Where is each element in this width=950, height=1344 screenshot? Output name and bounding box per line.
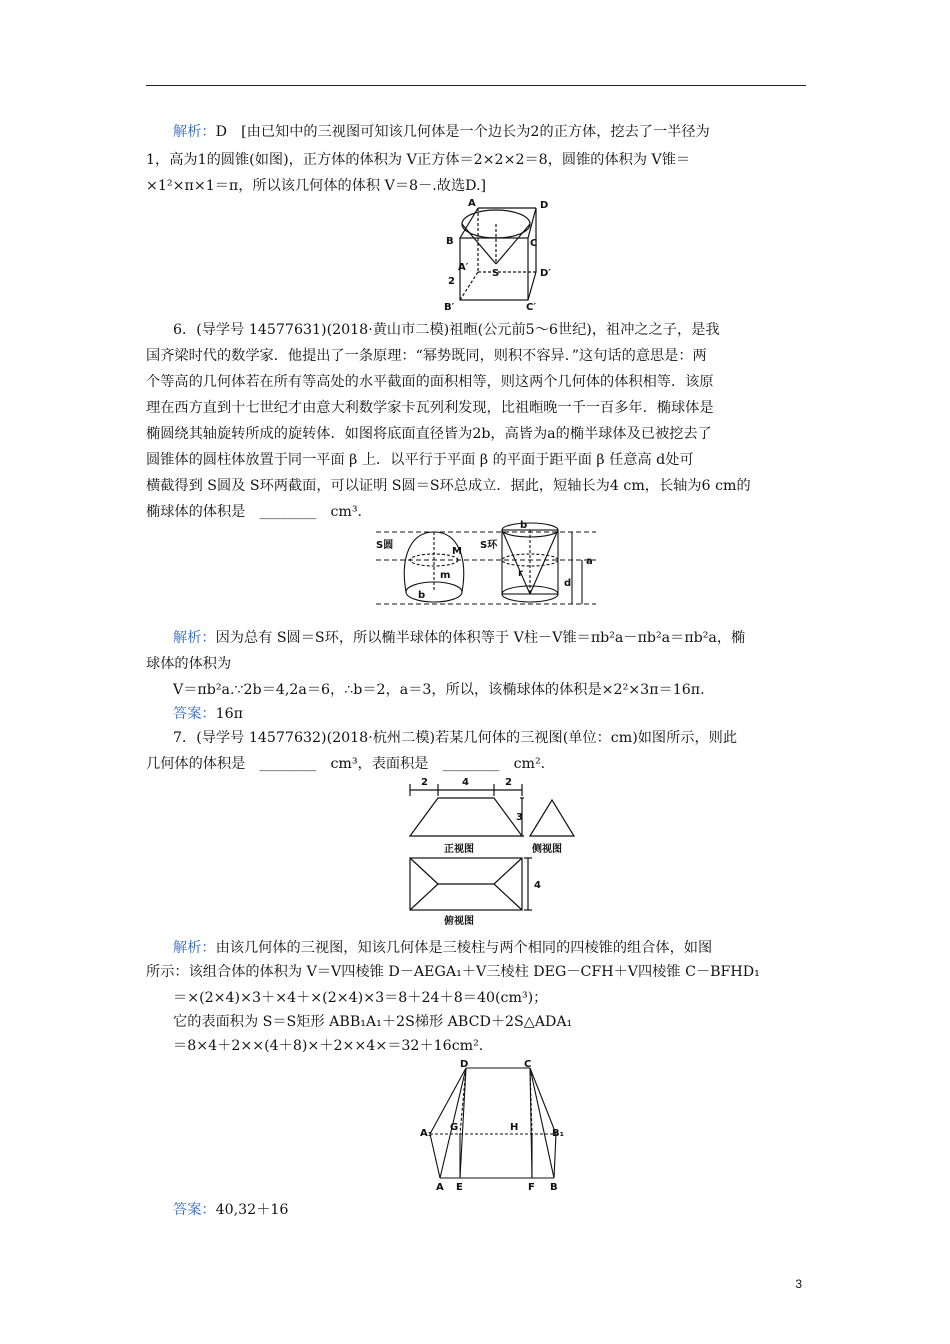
svg-text:b: b <box>418 590 426 601</box>
svg-text:D′: D′ <box>540 268 551 279</box>
q6-line-2: 国齐梁时代的数学家．他提出了一条原理：“幂势既同，则积不容异．”这句话的意思是：两 <box>146 348 707 364</box>
q6-solution-line-3: V＝πb²a.∵2b＝4,2a＝6，∴b＝2，a＝3，所以，该椭球体的体积是×2²×3π＝16π. <box>173 682 705 698</box>
q6-answer: 答案：16π <box>173 706 243 722</box>
q6-line-4: 理在西方直到十七世纪才由意大利数学家卡瓦列利发现，比祖暅晚一千一百多年．椭球体是 <box>146 400 714 416</box>
svg-text:E: E <box>456 1182 463 1192</box>
cube-cone-figure <box>430 196 560 314</box>
svg-text:H: H <box>510 1122 519 1133</box>
svg-text:A′: A′ <box>458 262 469 273</box>
svg-text:B′: B′ <box>444 302 455 313</box>
svg-text:C′: C′ <box>526 302 536 313</box>
svg-text:D: D <box>460 1059 469 1070</box>
svg-text:3: 3 <box>516 812 523 823</box>
svg-text:S环: S环 <box>480 540 498 551</box>
q5-solution-line-1: 解析：D [由已知中的三视图可知该几何体是一个边长为2的正方体，挖去了一半径为 <box>173 124 710 140</box>
svg-text:G: G <box>450 1122 459 1133</box>
q5-solution-line-2: 1，高为1的圆锥(如图)，正方体的体积为 V正方体＝2×2×2＝8，圆锥的体积为 V锥＝ <box>146 152 691 168</box>
svg-text:B₁: B₁ <box>552 1128 565 1139</box>
page-number: 3 <box>795 1277 802 1291</box>
svg-text:A₁: A₁ <box>420 1128 433 1139</box>
svg-text:侧视图: 侧视图 <box>532 844 562 855</box>
q7-line-2: 几何体的体积是 ________ cm³，表面积是 ________ cm². <box>146 756 546 772</box>
ellipsoid-cylinder-figure <box>370 518 602 612</box>
svg-text:d: d <box>564 578 572 589</box>
q7-solution-line-2: 所示：该组合体的体积为 V＝V四棱锥 D－AEGA₁＋V三棱柱 DEG－CFH＋V四棱锥 C－BFHD₁ <box>146 964 760 980</box>
q7-answer: 答案：40,32＋16 <box>173 1202 289 1218</box>
svg-text:C: C <box>530 238 538 249</box>
svg-text:2: 2 <box>505 777 512 788</box>
q6-solution-line-2: 球体的体积为 <box>146 656 232 672</box>
q6-line-8: 椭球体的体积是 ________ cm³. <box>146 504 363 520</box>
svg-text:S: S <box>492 268 500 279</box>
svg-text:A: A <box>436 1182 444 1192</box>
q6-line-5: 椭圆绕其轴旋转所成的旋转体．如图将底面直径皆为2b，高皆为a的椭半球体及已被挖去了 <box>146 426 712 442</box>
header-rule <box>146 85 806 86</box>
svg-text:D: D <box>540 200 549 211</box>
svg-text:a: a <box>586 556 593 567</box>
q6-line-1: 6．(导学号 14577631)(2018·黄山市二模)祖暅(公元前5～6世纪)，祖冲之之子，是我 <box>173 322 720 338</box>
fig-label: A <box>468 198 476 209</box>
svg-text:M: M <box>452 546 462 557</box>
q7-solution-line-4: 它的表面积为 S＝S矩形 ABB₁A₁＋2S梯形 ABCD＋2S△ADA₁ <box>173 1014 573 1030</box>
svg-text:S圆: S圆 <box>376 540 394 551</box>
svg-text:b: b <box>520 520 528 531</box>
solution-label: 解析： <box>173 124 216 140</box>
combined-solid-figure <box>420 1058 570 1192</box>
q6-line-3: 个等高的几何体若在所有等高处的水平截面的面积相等，则这两个几何体的体积相等．该原 <box>146 374 714 390</box>
svg-text:C: C <box>524 1059 532 1070</box>
q6-line-6: 圆锥体的圆柱体放置于同一平面 β 上．以平行于平面 β 的平面于距平面 β 任意高 d处可 <box>146 452 694 468</box>
svg-text:2: 2 <box>421 777 428 788</box>
three-view-figure <box>404 774 584 928</box>
svg-text:4: 4 <box>462 777 469 788</box>
q7-solution-line-1: 解析：由该几何体的三视图，知该几何体是三棱柱与两个相同的四棱锥的组合体，如图 <box>173 940 713 956</box>
svg-text:r: r <box>518 568 523 579</box>
q7-line-1: 7．(导学号 14577632)(2018·杭州二模)若某几何体的三视图(单位：cm)如图所示，则此 <box>173 730 738 746</box>
svg-text:俯视图: 俯视图 <box>444 916 474 927</box>
q6-line-7: 横截得到 S圆及 S环两截面，可以证明 S圆＝S环总成立．据此，短轴长为4 cm，长轴为6 cm的 <box>146 478 751 494</box>
q7-solution-line-5: ＝8×4＋2××(4＋8)×＋2××4×＝32＋16cm². <box>173 1038 484 1054</box>
svg-text:m: m <box>440 570 451 581</box>
svg-text:4: 4 <box>534 880 541 891</box>
q5-solution-line-3: ×1²×π×1＝π，所以该几何体的体积 V＝8－.故选D.] <box>146 178 487 194</box>
q7-solution-line-3: ＝×(2×4)×3＋×4＋×(2×4)×3＝8＋24＋8＝40(cm³)； <box>173 990 548 1006</box>
svg-text:B: B <box>550 1182 558 1192</box>
svg-text:F: F <box>528 1182 535 1192</box>
svg-text:正视图: 正视图 <box>444 844 474 855</box>
svg-text:2: 2 <box>448 276 455 287</box>
svg-text:B: B <box>446 236 454 247</box>
q6-solution-line-1: 解析：因为总有 S圆＝S环，所以椭半球体的体积等于 V柱－V锥＝πb²a－πb²a＝πb²a，椭 <box>173 630 746 646</box>
